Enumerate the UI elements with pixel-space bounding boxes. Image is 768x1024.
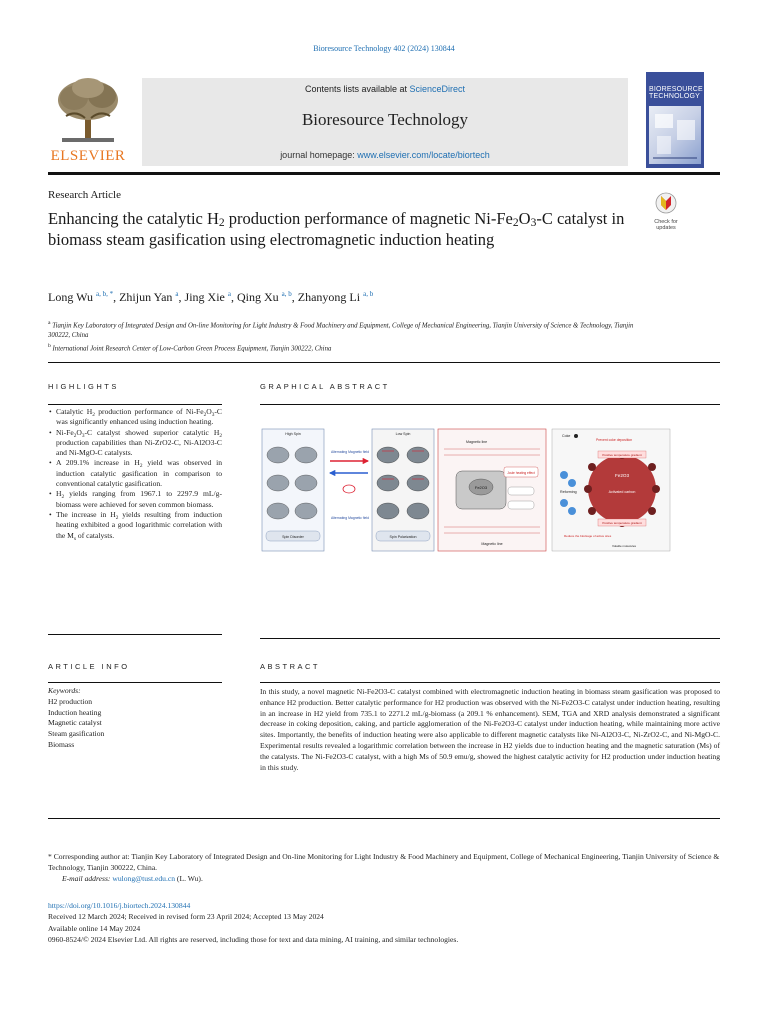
corresponding-author-text: * Corresponding author at: Tianjin Key Laboratory of Integrated Design and On-line Monitoring for Light Industry & Food Machinery and Equipment, College of Mechanical Engineering, Tianjin University of Science & Technology, Tianjin 300222, China.	[48, 852, 720, 872]
spin-disorder-label: Spin Disorder	[282, 535, 304, 539]
journal-title: Bioresource Technology	[301, 110, 469, 129]
keyword-item: Magnetic catalyst	[48, 718, 102, 728]
author-affiliation-mark[interactable]: a	[227, 290, 231, 298]
positive-gradient-label: Positive temperature gradient	[602, 453, 642, 457]
received-dates: Received 12 March 2024; Received in revised form 23 April 2024; Accepted 13 May 2024	[48, 912, 324, 922]
keywords-block	[48, 682, 222, 751]
elsevier-tree-icon	[52, 76, 124, 146]
affiliation-mark: a	[48, 320, 51, 326]
fe2o3-label: Fe2O3	[474, 485, 488, 490]
author-affiliation-mark[interactable]: a, b	[363, 290, 374, 298]
spin-polarization-label: Spin Polarization	[389, 535, 417, 539]
high-spin-label: High Spin	[285, 432, 301, 436]
low-spin-label: Low Spin	[395, 432, 411, 436]
bullet-icon: •	[49, 458, 52, 468]
journal-cover-thumbnail[interactable]	[646, 72, 704, 168]
bullet-icon: •	[49, 407, 52, 416]
email-label: E-mail address:	[62, 873, 113, 883]
cover-image	[649, 106, 701, 164]
contents-prefix: Contents lists available at	[304, 84, 410, 94]
section-divider	[48, 634, 222, 635]
reduce-blockage-label: Reduce the blockage of active sites	[564, 534, 612, 538]
highlight-item: • $Ni-Fe_2O_3-C$ catalyst showed superior catalytic $H_2$ production capabilities than Ni-ZrO2-C, Ni-Al2O3-C and Ni-MgO-C catalysts.	[49, 427, 222, 458]
journal-homepage-link[interactable]: www.elsevier.com/locate/biortech	[357, 150, 490, 160]
bullet-icon: •	[49, 489, 52, 499]
journal-citation-link[interactable]: Bioresource Technology 402 (2024) 130844	[313, 44, 455, 53]
fe2o3-label: Fe2O3	[614, 473, 630, 478]
affiliation-text: Tianjin Key Laboratory of Integrated Design and On-line Monitoring for Light Industry & Food Machinery and Equipment, College of Mechanical Engineering, Tianjin University of Science & Technology, Tianjin 300222, China	[48, 322, 634, 340]
doi-link[interactable]: https://doi.org/10.1016/j.biortech.2024.130844	[48, 901, 191, 910]
affiliation-text: International Joint Research Center of Low-Carbon Green Process Equipment, Tianjin 300222, China	[52, 345, 332, 353]
publisher-wordmark: ELSEVIER	[50, 148, 126, 164]
highlights-list	[48, 404, 222, 541]
author-name[interactable]: Qing Xu	[236, 290, 279, 304]
coke-label: Coke	[562, 434, 571, 438]
elsevier-logo[interactable]	[48, 72, 128, 168]
email-line	[48, 874, 720, 885]
cover-title	[649, 86, 703, 100]
title-text: Enhancing the catalytic H	[48, 209, 219, 228]
affiliation-item	[48, 341, 648, 354]
section-divider	[48, 362, 720, 363]
sciencedirect-link[interactable]: ScienceDirect	[409, 84, 466, 94]
alternating-field-label: Alternating Magnetic field	[330, 516, 370, 520]
section-divider	[48, 818, 720, 819]
header-divider	[48, 172, 720, 175]
highlight-item: • $H_2$ yields ranging from 1967.1 to 2297.9 mL/g-biomass were achieved for seven common biomass.	[49, 489, 222, 509]
bullet-icon: •	[49, 427, 52, 437]
homepage-line	[142, 150, 628, 160]
reforming-label: Reforming	[560, 490, 577, 494]
keywords-label: Keywords:	[48, 686, 81, 695]
cover-title-line2: TECHNOLOGY	[649, 93, 701, 100]
author-name[interactable]: Zhanyong Li	[297, 290, 361, 304]
email-link[interactable]: wulong@tust.edu.cn	[112, 873, 176, 883]
title-text: O	[518, 209, 531, 228]
affiliation-mark: b	[48, 343, 51, 350]
highlight-item: • The increase in $H_2$ yields resulting from induction heating exhibited a good logarithmic correlation with the $M_s$ of catalysts.	[49, 509, 222, 542]
alternating-field-label: Alternating Magnetic field	[330, 450, 370, 454]
contents-line	[142, 84, 628, 94]
affiliations	[48, 318, 648, 355]
highlights-heading: HIGHLIGHTS	[48, 382, 119, 391]
highlight-item: • A 209.1% increase in $H_2$ yield was observed in induction catalytic gasification in comparison to conventional catalytic gasification.	[49, 458, 222, 489]
article-title	[48, 209, 668, 250]
keyword-item: Induction heating	[48, 707, 102, 717]
journal-header	[48, 72, 720, 168]
author-name[interactable]: Jing Xie	[184, 290, 225, 304]
author-affiliation-mark[interactable]: a, b	[281, 290, 292, 298]
title-text: -C catalyst in biomass steam gasification using electromagnetic induction heating	[48, 209, 625, 249]
article-type: Research Article	[48, 189, 121, 201]
carbon-core	[588, 455, 656, 523]
magnetic-line-label: Magnetic line	[466, 440, 488, 444]
graphical-abstract-heading: GRAPHICAL ABSTRACT	[260, 382, 390, 391]
abstract-heading: ABSTRACT	[260, 662, 321, 671]
publication-info	[48, 900, 720, 946]
journal-info-band	[142, 78, 628, 166]
bullet-icon: •	[49, 509, 52, 519]
prevent-coke-label: Prevent coke deposition	[596, 438, 633, 442]
section-divider	[260, 638, 720, 639]
abstract-text: In this study, a novel magnetic Ni-Fe2O3-C catalyst combined with electromagnetic induction heating in biomass steam gasification was proposed to enhance H2 production. Better catalytic performance for H2 production was observed with the Ni-Fe2O3-C catalyst under induction heating, resulting in an increase in H2 yield from 735.1 to 2271.2 mL/g-biomass (a 209.1 % enhancement). SEM, TGA and XRD analysis demonstrated a significant decrease in coking deposition, caking, and particle agglomeration of the Ni-Fe2O3-C catalyst under induction heating, while maintaining more active sites. Importantly, the benefits of induction heating were also applicable to different magnetic catalysts like Ni-Al2O3-C, Ni-ZrO2-C, and Ni-MgO-C. Experimental results revealed a logarithmic correlation between the increase in H2 yields due to induction heating and the magnetic saturation (Ms) of the catalysts. The Ni-Fe2O3-C catalyst, with a high Ms of 50.9 emu/g, showed the highest catalytic activity for H2 production under induction heating in this study.	[260, 682, 720, 773]
copyright-notice: 0960-8524/© 2024 Elsevier Ltd. All rights are reserved, including those for text and data mining, AI training, and similar technologies.	[48, 935, 459, 945]
corresponding-author-footnote	[48, 852, 720, 884]
author-affiliation-mark[interactable]: a	[175, 290, 179, 298]
highlight-item: • Catalytic $H_2$ production performance of $Ni-Fe_2O_3-C$ was significantly enhanced using induction heating.	[49, 407, 222, 427]
crossmark-label: Check for updates	[654, 219, 678, 231]
available-online: Available online 14 May 2024	[48, 923, 141, 933]
activated-carbon-label: Activated carbon	[608, 490, 636, 494]
graphical-abstract-figure[interactable]	[260, 427, 672, 555]
cover-title-line1: BIORESOURCE	[649, 86, 703, 93]
homepage-prefix: journal homepage:	[280, 150, 358, 160]
title-subscript: 3	[530, 217, 537, 229]
author-name[interactable]: Zhijun Yan	[119, 290, 173, 304]
title-subscript: 2	[218, 217, 225, 229]
affiliation-item	[48, 318, 648, 341]
positive-gradient-label: Positive temperature gradient	[602, 521, 642, 525]
title-text: production performance of magnetic Ni-Fe	[224, 209, 513, 228]
keyword-item: Steam gasification	[48, 729, 105, 739]
keyword-item: H2 production	[48, 696, 93, 706]
author-list: Long Wu $^{a, b, *}$, Zhijun Yan $^a$, Jing Xie $^a$, Qing Xu $^{a, b}$, Zhanyong Li $^{a, b}$	[48, 290, 374, 304]
title-subscript: 2	[512, 217, 519, 229]
keyword-item: Biomass	[48, 739, 75, 749]
cover-art-icon	[649, 106, 701, 164]
author-affiliation-mark[interactable]: a, b, *	[95, 290, 114, 298]
graphical-abstract	[260, 404, 720, 635]
author-name[interactable]: Long Wu	[48, 290, 93, 304]
joule-heating-label: Joule heating effect	[507, 471, 535, 475]
magnetic-line-label: Magnetic line	[481, 542, 503, 546]
volatile-label: Volatile molecules	[612, 544, 637, 548]
email-suffix: (L. Wu).	[175, 873, 203, 883]
article-info-heading: ARTICLE INFO	[48, 662, 130, 671]
